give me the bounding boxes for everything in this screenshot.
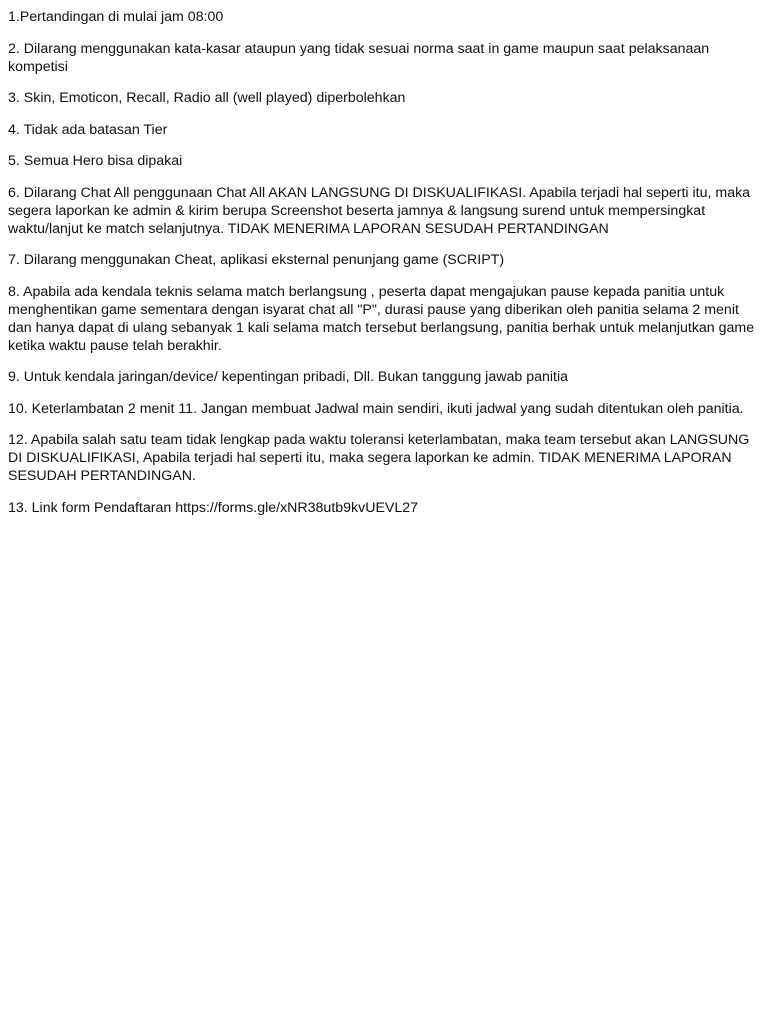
- rule-6: 6. Dilarang Chat All penggunaan Chat All AKAN LANGSUNG DI DISKUALIFIKASI. Apabila terjadi hal seperti itu, maka segera laporkan ke admin & kirim berupa Screenshot beserta jamnya & langsung surend untuk mempersingkat waktu/lanjut ke match selanjutnya. TIDAK MENERIMA LAPORAN SESUDAH PERTANDINGAN: [8, 184, 751, 237]
- rule-5: 5. Semua Hero bisa dipakai: [8, 153, 183, 169]
- rule-13-registration-link: 13. Link form Pendaftaran https://forms.gle/xNR38utb9kvUEVL27: [8, 499, 419, 516]
- rule-8: 8. Apabila ada kendala teknis selama match berlangsung , peserta dapat mengajukan pause kepada panitia untuk menghentikan game sementara dengan isyarat chat all "P", durasi pause yang diberikan oleh panitia selama 2 menit dan hanya dapat di ulang sebanyak 1 kali selama match tersebut berlangsung, panitia berhak untuk melanjutkan game ketika waktu pause telah berakhir.: [8, 283, 755, 354]
- rule-4: 4. Tidak ada batasan Tier: [8, 121, 168, 138]
- rule-9: 9. Untuk kendala jaringan/device/ kepentingan pribadi, Dll. Bukan tanggung jawab panitia: [8, 369, 568, 385]
- rule-1: 1.Pertandingan di mulai jam 08:00: [8, 9, 224, 25]
- rule-2: 2. Dilarang menggunakan kata-kasar ataupun yang tidak sesuai norma saat in game maupun saat pelaksanaan kompetisi: [8, 40, 710, 75]
- rule-12: 12. Apabila salah satu team tidak lengkap pada waktu toleransi keterlambatan, maka team tersebut akan LANGSUNG DI DISKUALIFIKASI, Apabila terjadi hal seperti itu, maka segera laporkan ke admin. TIDAK MENERIMA LAPORAN SESUDAH PERTANDINGAN.: [8, 432, 750, 484]
- rule-7: 7. Dilarang menggunakan Cheat, aplikasi eksternal penunjang game (SCRIPT): [8, 252, 505, 268]
- rule-10-11: 10. Keterlambatan 2 menit 11. Jangan membuat Jadwal main sendiri, ikuti jadwal yang sudah ditentukan oleh panitia.: [8, 400, 744, 417]
- rule-3: 3. Skin, Emoticon, Recall, Radio all (well played) diperbolehkan: [8, 90, 406, 106]
